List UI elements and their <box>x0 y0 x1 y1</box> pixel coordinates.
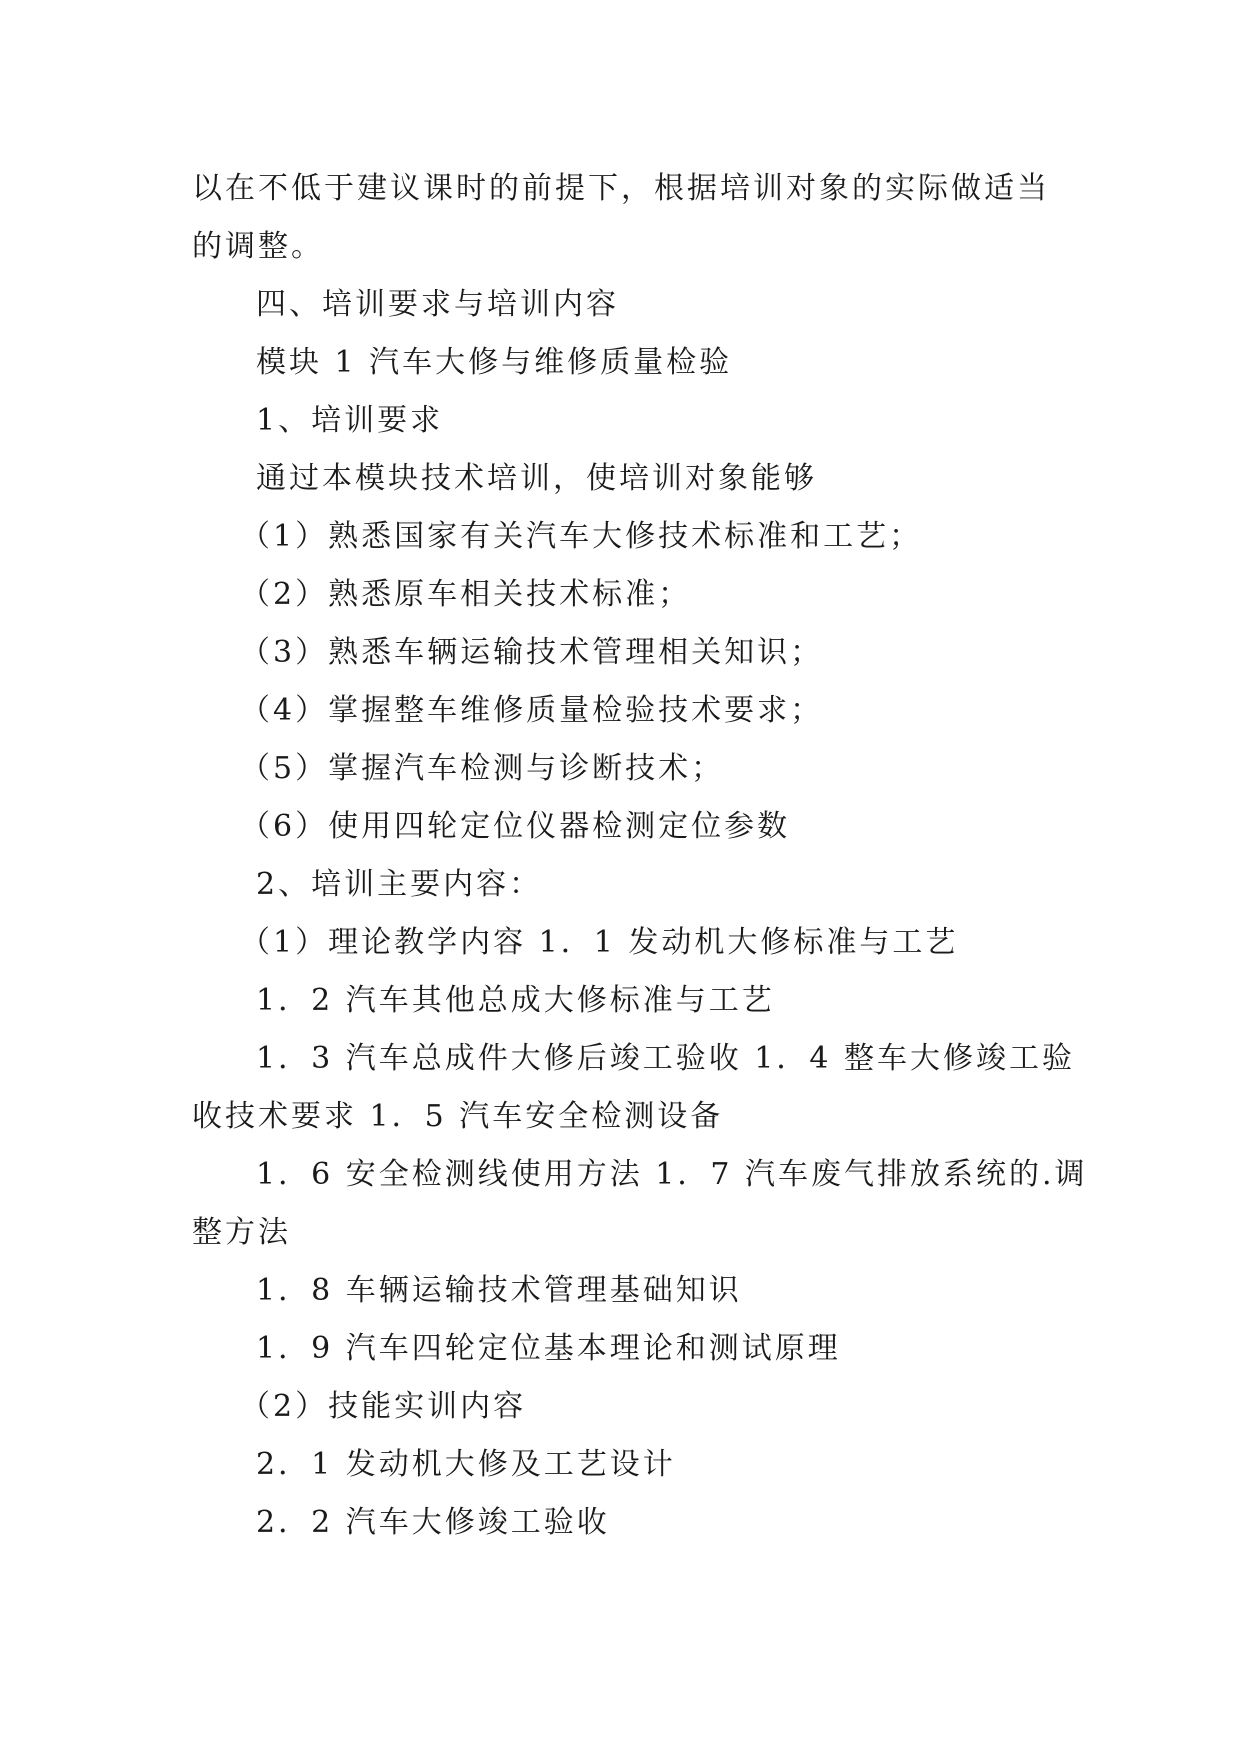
subsection-heading: 2、培训主要内容： <box>256 867 543 902</box>
subsection-heading: 1、培训要求 <box>256 403 444 438</box>
list-item: 1．2 汽车其他总成大修标准与工艺 <box>256 983 775 1018</box>
list-item: （1）熟悉国家有关汽车大修技术标准和工艺； <box>240 519 923 554</box>
list-item: （6）使用四轮定位仪器检测定位参数 <box>240 809 791 844</box>
list-item: 1．9 汽车四轮定位基本理论和测试原理 <box>256 1331 841 1366</box>
list-item: （3）熟悉车辆运输技术管理相关知识； <box>240 635 824 670</box>
list-item: （2）熟悉原车相关技术标准； <box>240 577 692 612</box>
paragraph-line: 整方法 <box>192 1215 291 1250</box>
list-item: 2．2 汽车大修竣工验收 <box>256 1505 610 1540</box>
list-item: 1．8 车辆运输技术管理基础知识 <box>256 1273 742 1308</box>
list-item: 2．1 发动机大修及工艺设计 <box>256 1447 676 1482</box>
paragraph-line: 通过本模块技术培训，使培训对象能够 <box>256 461 817 496</box>
list-item: （1）理论教学内容 1．1 发动机大修标准与工艺 <box>240 925 959 960</box>
paragraph-line: 收技术要求 1．5 汽车安全检测设备 <box>192 1099 724 1134</box>
list-item: 1．6 安全检测线使用方法 1．7 汽车废气排放系统的.调 <box>256 1157 1088 1192</box>
module-title: 模块 1 汽车大修与维修质量检验 <box>256 345 733 380</box>
list-item: （4）掌握整车维修质量检验技术要求； <box>240 693 824 728</box>
section-heading: 四、培训要求与培训内容 <box>256 287 619 322</box>
list-item: （2）技能实训内容 <box>240 1389 527 1424</box>
document-body <box>192 160 1088 1552</box>
list-item: 1．3 汽车总成件大修后竣工验收 1．4 整车大修竣工验 <box>256 1041 1075 1076</box>
paragraph-line: 以在不低于建议课时的前提下，根据培训对象的实际做适当 <box>192 171 1050 206</box>
paragraph-line: 的调整。 <box>192 229 324 264</box>
list-item: （5）掌握汽车检测与诊断技术； <box>240 751 725 786</box>
